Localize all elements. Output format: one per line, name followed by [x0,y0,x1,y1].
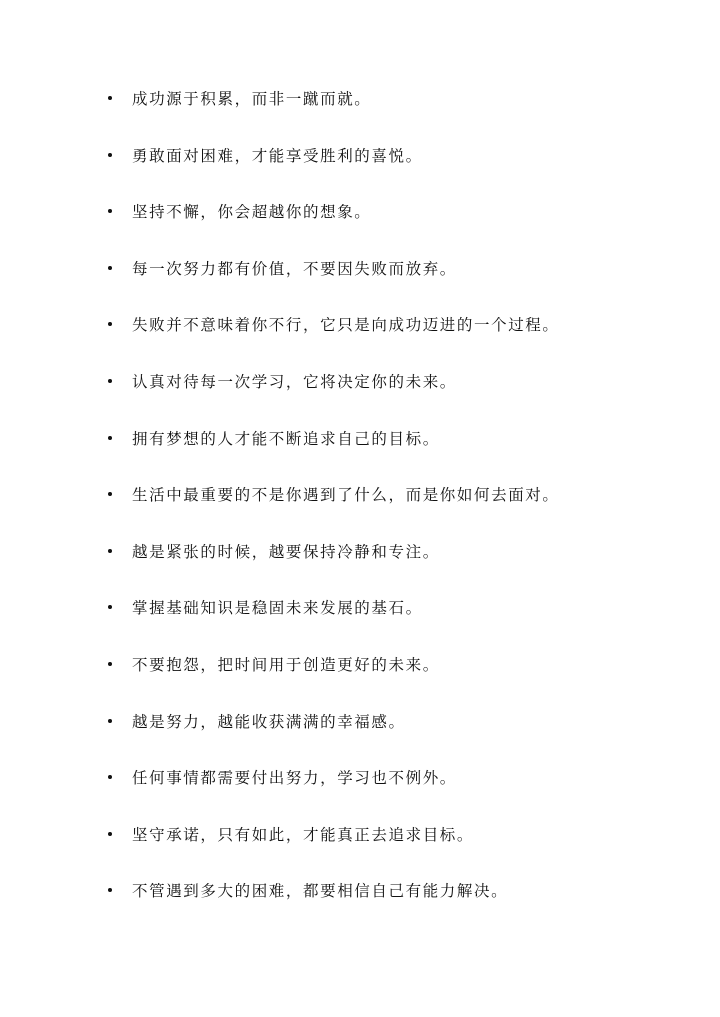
list-item-text: 成功源于积累，而非一蹴而就。 [132,90,372,108]
list-item-text: 任何事情都需要付出努力，学习也不例外。 [132,769,457,788]
list-item-text: 生活中最重要的不是你遇到了什么，而是你如何去面对。 [132,486,560,505]
list-item [104,539,704,596]
list-item-text: 坚守承诺，只有如此，才能真正去追求目标。 [132,825,475,844]
list-item-text: 不管遇到多大的困难，都要相信自己有能力解决。 [132,882,509,901]
list-item-text: 不要抱怨，把时间用于创造更好的未来。 [132,655,440,674]
list-item [104,709,704,766]
bullet-icon [108,832,112,836]
bullet-icon [108,888,112,892]
bullet-icon [108,775,112,779]
list-item-text: 拥有梦想的人才能不断追求自己的目标。 [132,429,440,448]
list-item-text: 认真对待每一次学习，它将决定你的未来。 [132,372,457,391]
bullet-icon [108,209,112,213]
bullet-icon [108,605,112,609]
list-item [104,426,704,483]
list-item-text: 勇敢面对困难，才能享受胜利的喜悦。 [132,146,423,165]
list-item [104,765,704,822]
list-item [104,312,704,369]
bullet-icon [108,436,112,440]
bullet-icon [108,153,112,157]
list-item [104,595,704,652]
list-item [104,86,704,143]
bullet-icon [108,96,112,100]
list-item-text: 失败并不意味着你不行，它只是向成功迈进的一个过程。 [132,316,560,335]
bullet-icon [108,662,112,666]
list-item-text: 越是努力，越能收获满满的幸福感。 [132,712,406,731]
bullet-icon [108,719,112,723]
list-item [104,143,704,200]
list-item [104,822,704,879]
bullet-icon [108,266,112,270]
quote-list [104,86,704,935]
list-item [104,878,704,935]
bullet-icon [108,379,112,383]
list-item [104,482,704,539]
list-item [104,652,704,709]
bullet-icon [108,322,112,326]
list-item-text: 坚持不懈，你会超越你的想象。 [132,203,372,222]
list-item [104,369,704,426]
list-item-text: 掌握基础知识是稳固未来发展的基石。 [132,599,423,618]
list-item-text: 越是紧张的时候，越要保持冷静和专注。 [132,542,440,561]
bullet-icon [108,549,112,553]
bullet-icon [108,492,112,496]
list-item [104,256,704,313]
list-item [104,199,704,256]
list-item-text: 每一次努力都有价值，不要因失败而放弃。 [132,259,457,278]
